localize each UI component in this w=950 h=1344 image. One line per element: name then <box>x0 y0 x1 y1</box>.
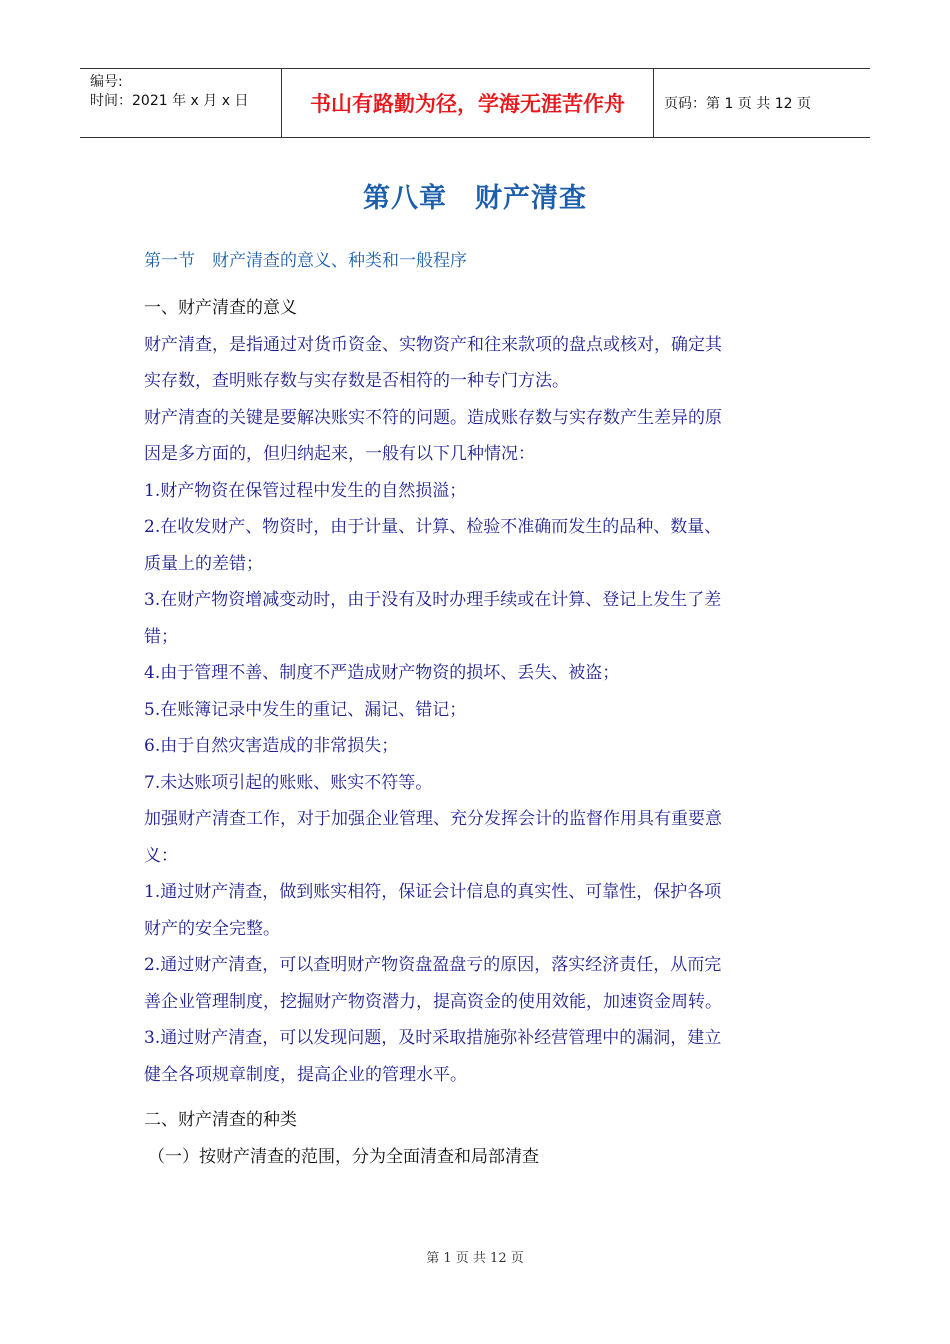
spacer <box>144 1093 804 1102</box>
heading-significance: 一、财产清查的意义 <box>144 298 297 318</box>
paragraph-line: 加强财产清查工作，对于加强企业管理、充分发挥会计的监督作用具有重要意 <box>144 809 722 829</box>
list-item-continued: 善企业管理制度，挖掘财产物资潜力，提高资金的使用效能，加速资金周转。 <box>144 991 722 1012</box>
paragraph-line: 财产清查，是指通过对货币资金、实物资产和往来款项的盘点或核对，确定其 <box>144 334 722 355</box>
paragraph-line: 财产清查的关键是要解决账实不符的问题。造成账存数与实存数产生差异的原 <box>144 407 722 428</box>
list-item: 3.通过财产清查，可以发现问题，及时采取措施弥补经营管理中的漏洞，建立 <box>144 1028 722 1048</box>
paragraph-line: 实存数，查明账存数与实存数是否相符的一种专门方法。 <box>144 371 569 391</box>
list-item: 5.在账簿记录中发生的重记、漏记、错记； <box>144 699 467 720</box>
document-header <box>80 68 870 138</box>
heading-types: 二、财产清查的种类 <box>144 1110 297 1130</box>
header-page-label: 页码：第 1 页 共 12 页 <box>664 96 811 112</box>
chapter-title: 第八章 财产清查 <box>363 183 587 214</box>
document-time-label: 时间：2021 年 x 月 x 日 <box>90 93 249 109</box>
page-footer: 第 1 页 共 12 页 <box>426 1251 524 1266</box>
list-item-continued: 质量上的差错； <box>144 553 263 574</box>
document-body <box>144 290 804 1175</box>
list-item: 2.通过财产清查，可以查明财产物资盘盈盘亏的原因，落实经济责任，从而完 <box>144 955 722 975</box>
list-item: 3.在财产物资增减变动时，由于没有及时办理手续或在计算、登记上发生了差 <box>144 590 722 610</box>
header-motto-cell <box>282 69 654 137</box>
list-item: 7.未达账项引起的账账、账实不符等。 <box>144 772 433 793</box>
section-title: 第一节 财产清查的意义、种类和一般程序 <box>144 251 467 271</box>
list-item: 2.在收发财产、物资时，由于计量、计算、检验不准确而发生的品种、数量、 <box>144 517 722 537</box>
paragraph-line: 因是多方面的，但归纳起来，一般有以下几种情况： <box>144 444 535 464</box>
list-item: 1.财产物资在保管过程中发生的自然损溢； <box>144 480 467 501</box>
list-item: 4.由于管理不善、制度不严造成财产物资的损坏、丢失、被盗； <box>144 663 620 683</box>
document-number-label: 编号: <box>90 74 123 90</box>
header-motto: 书山有路勤为径，学海无涯苦作舟 <box>310 91 625 116</box>
list-item: 6.由于自然灾害造成的非常损失； <box>144 736 399 756</box>
list-item-continued: 健全各项规章制度，提高企业的管理水平。 <box>144 1064 467 1085</box>
list-item: 1.通过财产清查，做到账实相符，保证会计信息的真实性、可靠性，保护各项 <box>144 882 722 902</box>
list-item-continued: 财产的安全完整。 <box>144 918 280 939</box>
subheading-scope: （一）按财产清查的范围，分为全面清查和局部清查 <box>148 1146 539 1167</box>
list-item-continued: 错； <box>144 626 178 647</box>
paragraph-line: 义： <box>144 845 178 866</box>
header-page-cell <box>654 69 870 137</box>
header-meta <box>80 69 282 137</box>
